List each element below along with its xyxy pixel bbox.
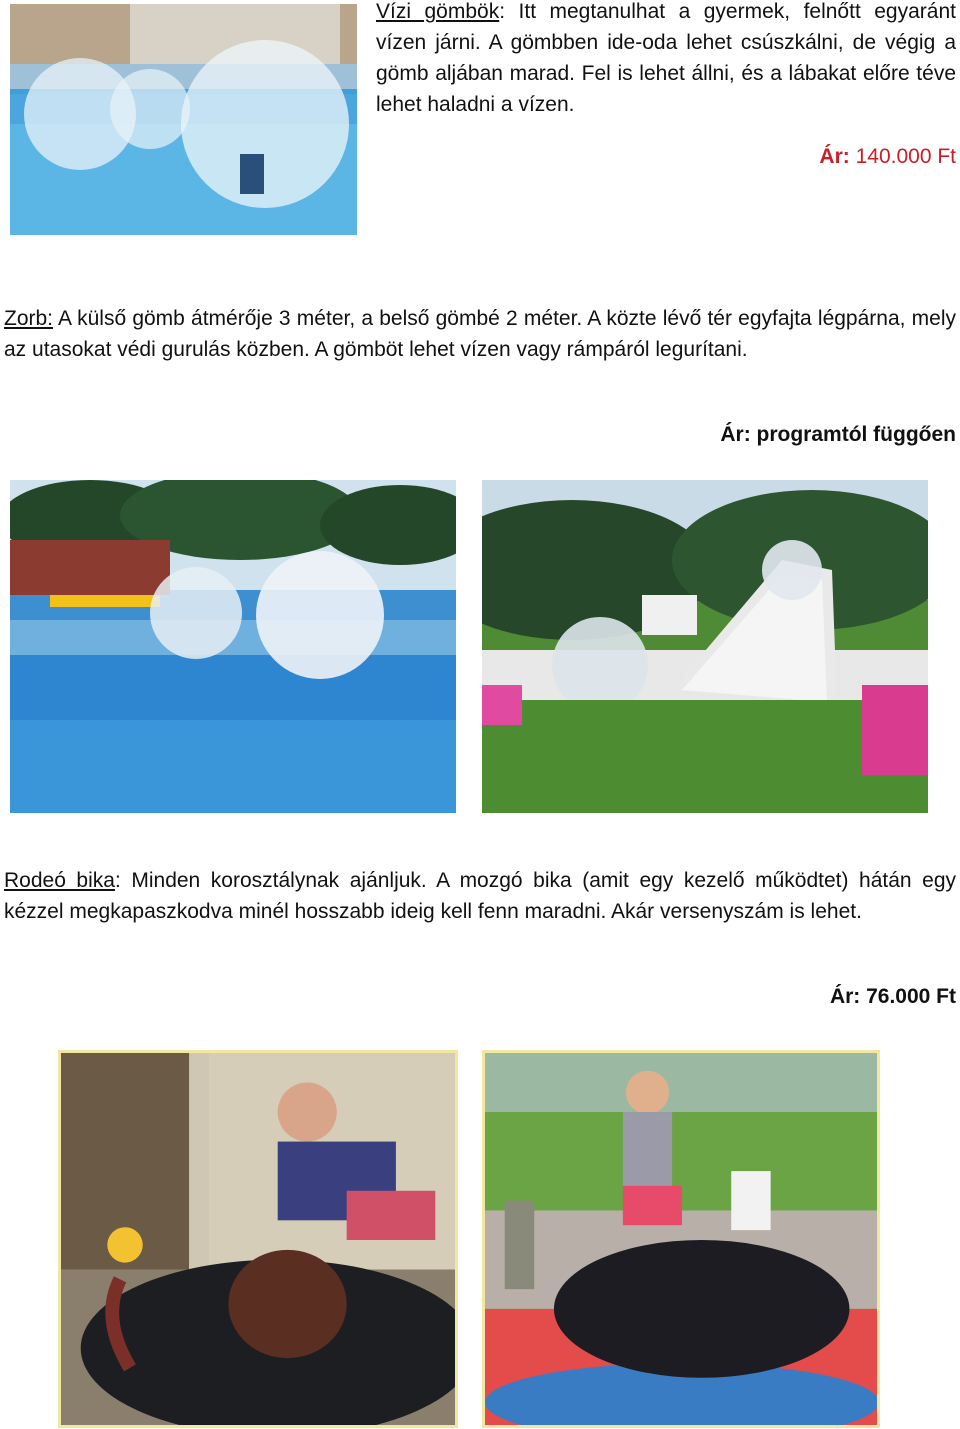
zorb-ramp-photo [482, 480, 928, 813]
rodeo-bull-child-photo [58, 1050, 458, 1428]
section-rodeo-title: Rodeó bika [4, 869, 115, 892]
price-value: : programtól függően [743, 423, 956, 446]
section-zorb-text [4, 303, 956, 365]
price-value: : 76.000 Ft [853, 985, 956, 1008]
section-water-balls-title: Vízi gömbök [376, 0, 500, 23]
section-rodeo-body: : Minden korosztálynak ajánljuk. A mozgó bika (amit egy kezelő működtet) hátán egy kézzel megkapaszkodva minél hosszabb ideig kell fenn maradni. Akár versenyszám is lehet. [4, 869, 956, 923]
rodeo-bull-girl-photo [482, 1050, 880, 1428]
price-zorb [500, 423, 956, 447]
section-rodeo-text [4, 865, 956, 927]
water-ball-photo [10, 4, 357, 235]
zorb-pool-photo [10, 480, 456, 813]
price-label: Ár [720, 423, 744, 446]
price-label: Ár [829, 985, 854, 1008]
section-water-balls-text [376, 0, 956, 120]
section-water-balls-body: : Itt megtanulhat a gyermek, felnőtt egyaránt vízen járni. A gömbben ide-oda lehet csúszkálni, de végig a gömb aljában marad. Fel is lehet állni, és a lábakat előre téve lehet haladni a vízen. [376, 0, 956, 116]
price-value: 140.000 Ft [849, 145, 956, 168]
price-water-balls [560, 145, 956, 169]
price-label: Ár: [819, 145, 850, 168]
price-rodeo [560, 985, 956, 1009]
section-zorb-body: A külső gömb átmérője 3 méter, a belső gömbé 2 méter. A közte lévő tér egyfajta légpárna, mely az utasokat védi gurulás közben. A gömböt lehet vízen vagy rámpáról legurítani. [4, 307, 956, 361]
section-zorb-title: Zorb: [4, 307, 54, 330]
